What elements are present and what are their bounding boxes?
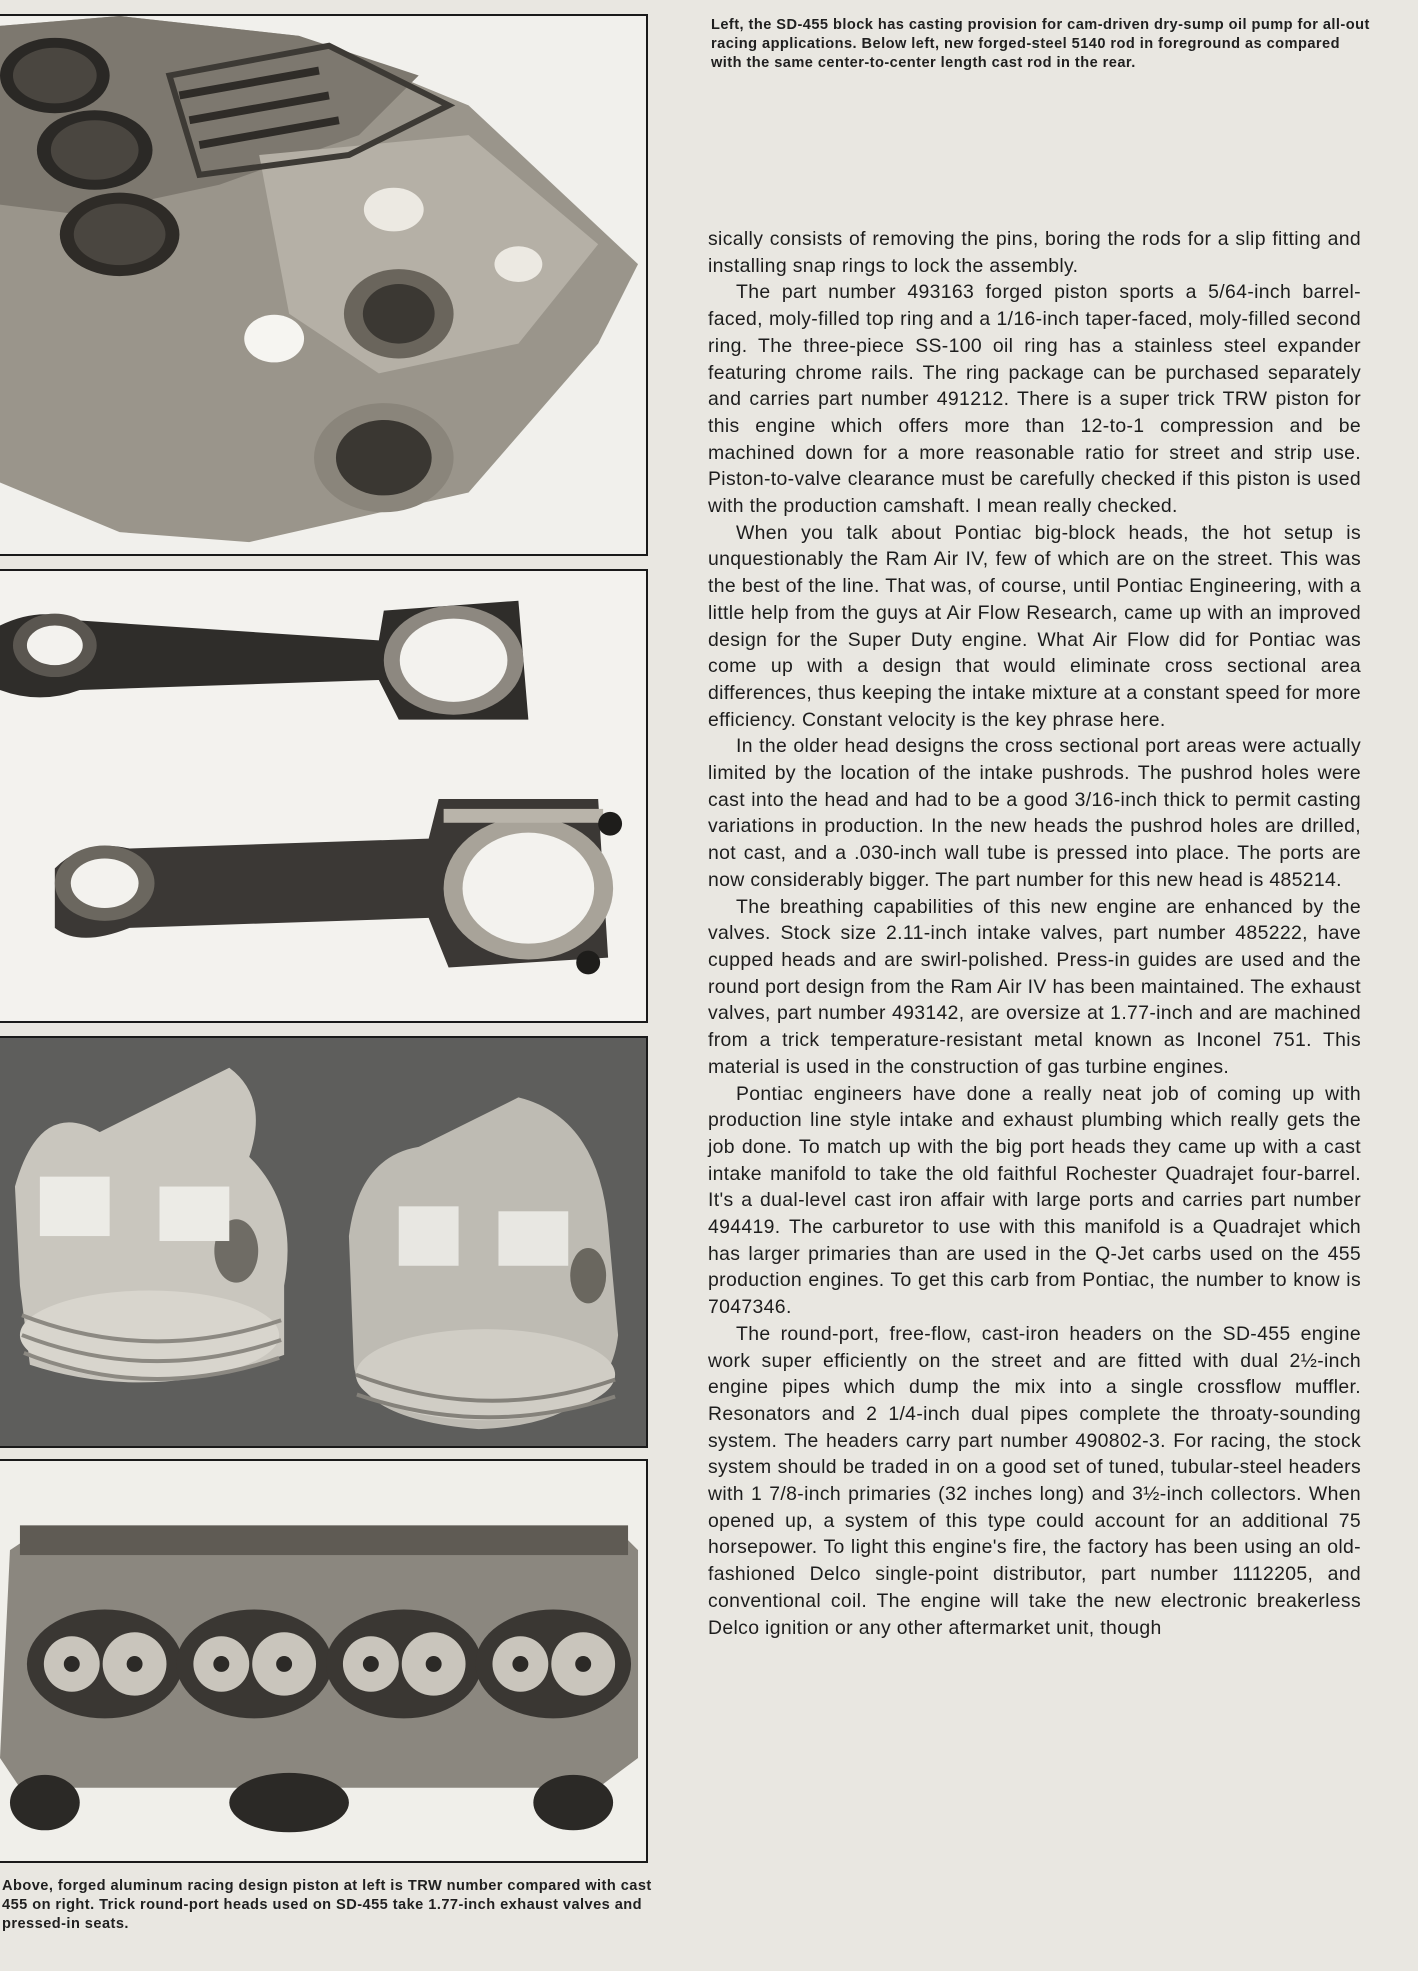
connecting-rods-photo: [0, 569, 648, 1023]
article-paragraph: The part number 493163 forged piston sports a 5/64-inch barrel-faced, moly-filled top ring and a 1/16-inch taper-faced, moly-filled second ring. The three-piece SS-100 oil ring has a stainless steel expander featuring chrome rails. The ring package can be purchased separately and carries part number 491212. There is a super trick TRW piston for this engine which offers more than 12-to-1 compression and be machined down for a more reasonable ratio for street and strip use. Piston-to-valve clearance must be carefully checked if this piston is used with the production camshaft. I mean really checked.: [708, 281, 1361, 518]
pistons-photo: [0, 1036, 648, 1448]
article-paragraph: sically consists of removing the pins, boring the rods for a slip fitting and installing snap rings to lock the assembly.: [708, 228, 1361, 277]
caption-block-and-rods: Left, the SD-455 block has casting provision for cam-driven dry-sump oil pump for all-out racing applications. Below left, new forged-steel 5140 rod in foreground as compared with the same center-to-center length cast rod in the rear.: [711, 17, 1370, 71]
article-paragraph: The round-port, free-flow, cast-iron headers on the SD-455 engine work super efficiently on the street and are fitted with dual 2½-inch engine pipes which dump the mix into a single crossflow muffler. Resonators and 2 1/4-inch dual pipes complete the throaty-sounding system. The headers carry part number 490802-3. For racing, the stock system should be traded in on a good set of tuned, tubular-steel headers with 1 7/8-inch primaries (32 inches long) and 3½-inch collectors. When opened up, a system of this type could account for an additional 75 horsepower. To light this engine's fire, the factory has been using an old-fashioned Delco single-point distributor, part number 1112205, and conventional coil. The engine will take the new electronic breakerless Delco ignition or any other aftermarket unit, though: [708, 1322, 1361, 1639]
article-paragraph: Pontiac engineers have done a really neat job of coming up with production line style intake and exhaust plumbing which really gets the job done. To match up with the big port heads they came up with a cast intake manifold to take the old faithful Rochester Quadrajet four-barrel. It's a dual-level cast iron affair with large ports and carries part number 494419. The carburetor to use with this manifold is a Quadrajet which has larger primaries than are used in the Q-Jet carbs used on the 455 production engines. To get this carb from Pontiac, the number to know is 7047346.: [708, 1082, 1361, 1319]
article-paragraph: The breathing capabilities of this new engine are enhanced by the valves. Stock size 2.11-inch intake valves, part number 485222, have cupped heads and are swirl-polished. Press-in guides are used and the round port design from the Ram Air IV has been maintained. The exhaust valves, part number 493142, are oversize at 1.77-inch and are machined from a trick temperature-resistant metal known as Inconel 751. This material is used in the construction of gas turbine engines.: [708, 895, 1361, 1078]
article-paragraph: When you talk about Pontiac big-block heads, the hot setup is unquestionably the Ram Air IV, few of which are on the street. This was the best of the line. That was, of course, until Pontiac Engineering, with a little help from the guys at Air Flow Research, came up with an improved design for the Super Duty engine. What Air Flow did for Pontiac was come up with a design that would eliminate cross sectional area differences, thus keeping the intake mixture at a constant speed for more efficiency. Constant velocity is the key phrase here.: [708, 521, 1361, 731]
engine-block-photo: [0, 14, 648, 556]
cylinder-heads-photo: [0, 1459, 648, 1863]
article-body: [708, 226, 1361, 1641]
caption-pistons-and-heads: Above, forged aluminum racing design piston at left is TRW number compared with cast 455 on right. Trick round-port heads used on SD-455 take 1.77-inch exhaust valves and pressed-in seats.: [2, 1878, 652, 1932]
article-paragraph: In the older head designs the cross sectional port areas were actually limited by the location of the intake pushrods. The pushrod holes were cast into the head and had to be a good 3/16-inch thick to permit casting variations in production. In the new heads the pushrod holes are drilled, not cast, and a .030-inch wall tube is pressed into place. The ports are now considerably bigger. The part number for this new head is 485214.: [708, 735, 1361, 891]
